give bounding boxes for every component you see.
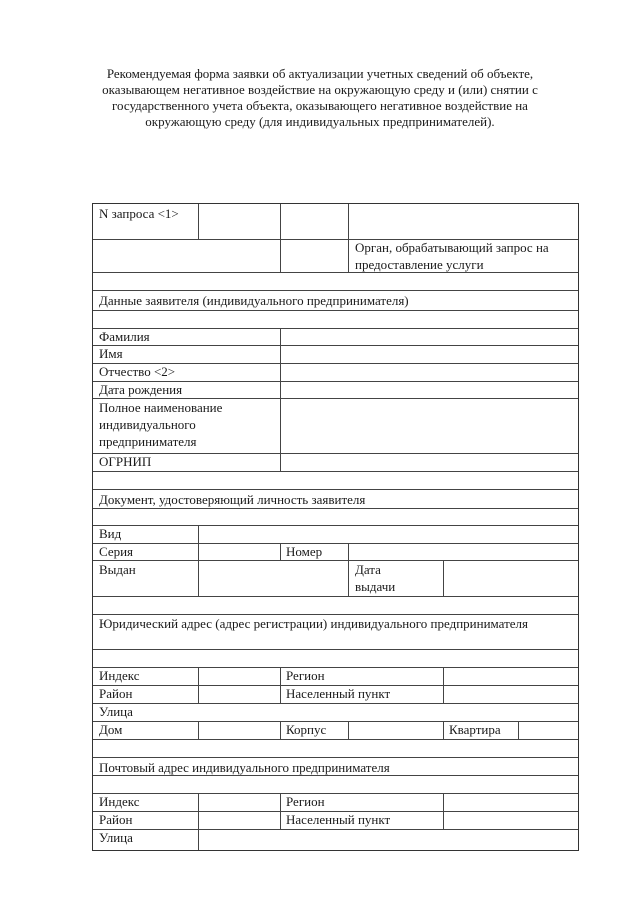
col-divider	[518, 721, 519, 739]
doc-type-label: Вид	[99, 526, 122, 541]
row-divider	[93, 739, 578, 740]
doc-series-label: Серия	[99, 544, 134, 559]
legal-region-label: Регион	[286, 668, 325, 683]
postal-district-label: Район	[99, 812, 133, 827]
name-label: Имя	[99, 346, 123, 361]
postal-address-section-heading: Почтовый адрес индивидуального предпринимателя	[99, 760, 390, 775]
row-divider	[93, 489, 578, 490]
row-divider	[93, 775, 578, 776]
row-divider	[93, 310, 578, 311]
row-divider	[93, 596, 578, 597]
doc-number-label: Номер	[286, 544, 323, 559]
legal-house-label: Дом	[99, 722, 123, 737]
row-divider	[93, 508, 578, 509]
col-divider	[443, 560, 444, 596]
row-divider	[93, 543, 578, 544]
applicant-section-heading: Данные заявителя (индивидуального предпринимателя)	[99, 293, 409, 308]
postal-index-label: Индекс	[99, 794, 140, 809]
legal-index-label: Индекс	[99, 668, 140, 683]
legal-district-label: Район	[99, 686, 133, 701]
legal-street-label: Улица	[99, 704, 133, 719]
row-divider	[93, 721, 578, 722]
row-divider	[93, 667, 578, 668]
col-divider	[198, 793, 199, 829]
postal-locality-label: Населенный пункт	[286, 812, 391, 827]
row-divider	[93, 560, 578, 561]
row-divider	[93, 649, 578, 650]
col-divider	[280, 328, 281, 471]
col-divider	[443, 667, 444, 703]
postal-region-label: Регион	[286, 794, 325, 809]
row-divider	[93, 757, 578, 758]
col-divider	[280, 793, 281, 829]
legal-locality-label: Населенный пункт	[286, 686, 391, 701]
postal-street-label: Улица	[99, 830, 133, 845]
surname-label: Фамилия	[99, 329, 150, 344]
full-name-label: Полное наименование индивидуального предпринимателя	[99, 400, 223, 449]
row-divider	[93, 471, 578, 472]
ogrnip-label: ОГРНИП	[99, 454, 152, 469]
row-divider	[93, 328, 578, 329]
doc-issued-by-label: Выдан	[99, 562, 136, 577]
row-divider	[93, 345, 578, 346]
processing-organ-label: Орган, обрабатывающий запрос на предоставление услуги	[355, 240, 549, 272]
col-divider	[443, 721, 444, 739]
legal-address-section-heading: Юридический адрес (адрес регистрации) индивидуального предпринимателя	[99, 616, 529, 631]
col-divider	[198, 721, 199, 739]
application-form-table	[92, 203, 579, 851]
col-divider	[280, 543, 281, 560]
col-divider	[280, 721, 281, 739]
row-divider	[93, 290, 578, 291]
col-divider	[280, 667, 281, 703]
col-divider	[348, 721, 349, 739]
row-divider	[93, 829, 578, 830]
identity-section-heading: Документ, удостоверяющий личность заявителя	[99, 492, 366, 507]
col-divider	[198, 525, 199, 596]
col-divider	[280, 204, 281, 272]
legal-apartment-label: Квартира	[449, 722, 501, 737]
col-divider	[198, 204, 199, 239]
col-divider	[198, 667, 199, 703]
row-divider	[93, 453, 578, 454]
patronymic-label: Отчество <2>	[99, 364, 176, 379]
row-divider	[93, 793, 578, 794]
col-divider	[198, 829, 199, 850]
col-divider	[348, 543, 349, 596]
col-divider	[348, 204, 349, 272]
col-divider	[443, 793, 444, 829]
form-title: Рекомендуемая форма заявки об актуализации учетных сведений об объекте, оказывающем негативное воздействие на окружающую среду и (или) снятии с государственного учета объекта, оказывающего негативное воздействие на окружающую среду (для индивидуальных предпринимателей).	[102, 66, 538, 129]
birth-date-label: Дата рождения	[99, 382, 183, 397]
row-divider	[93, 703, 578, 704]
legal-building-label: Корпус	[286, 722, 327, 737]
row-divider	[93, 525, 578, 526]
doc-issue-date-label: Дата выдачи	[355, 562, 396, 594]
request-number-label: N запроса <1>	[99, 206, 179, 221]
